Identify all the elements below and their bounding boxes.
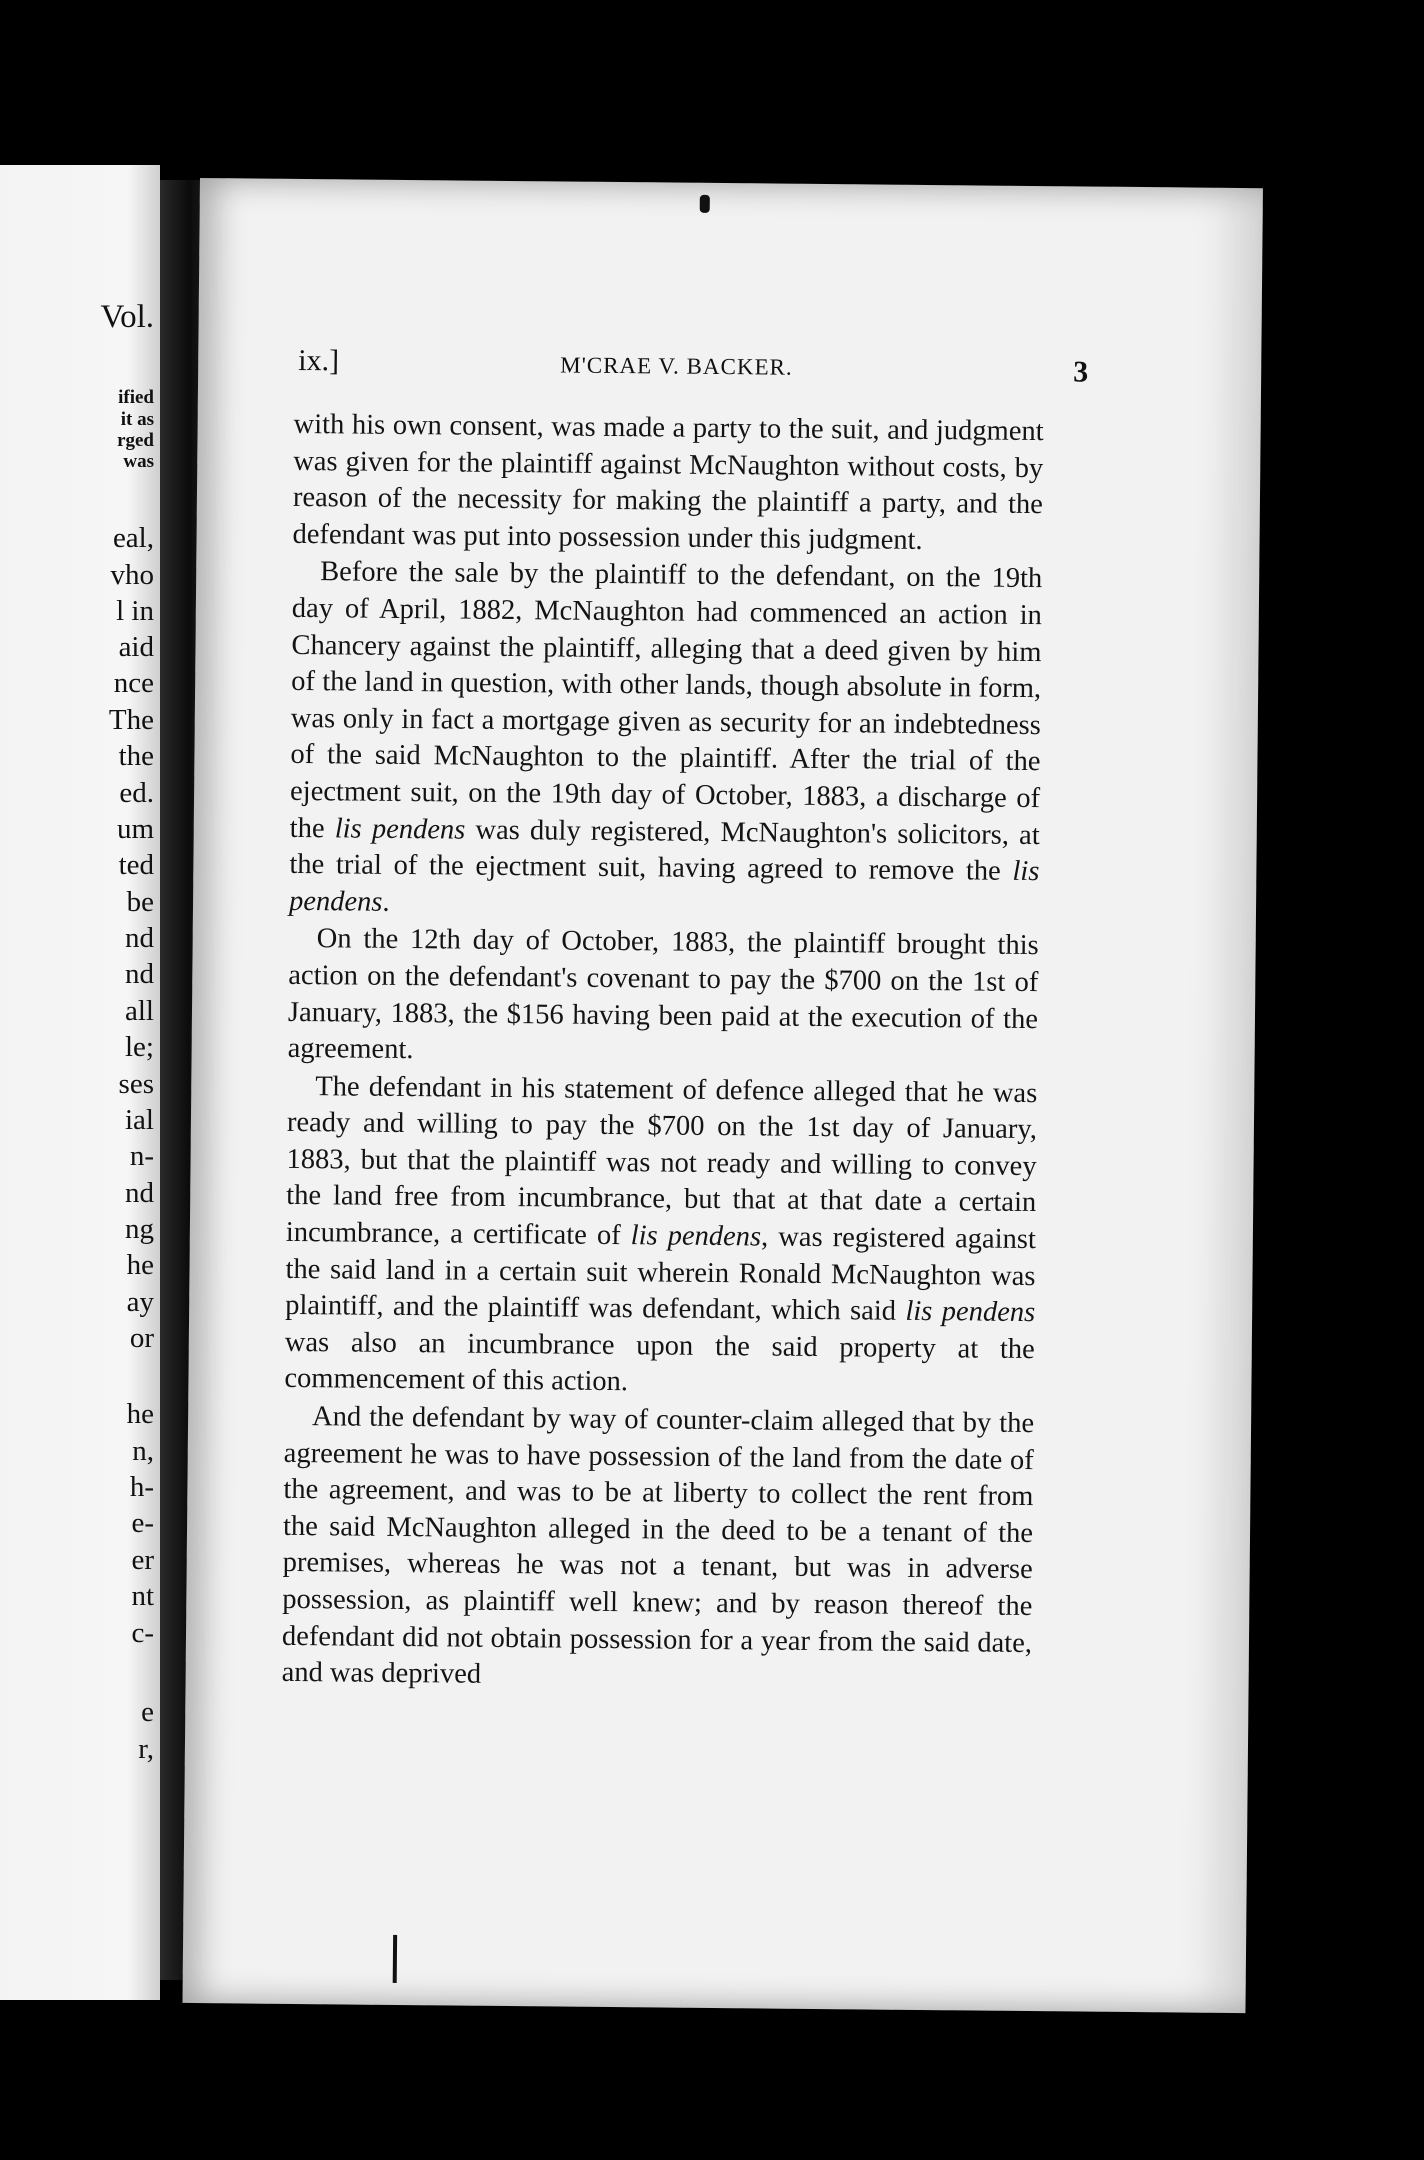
section-marker: ix.]	[298, 343, 340, 378]
left-page-fragment: be	[126, 885, 154, 918]
running-title: M'CRAE V. BACKER.	[560, 352, 793, 380]
paragraph-1: with his own consent, was made a party to the suit, and judgment was given for the plaintiff against McNaughton without costs, by reason of the necessity for making the plaintiff a party, and the defendant was put into possession under this judgment.	[292, 408, 1044, 556]
left-page-fragment: he	[126, 1248, 154, 1281]
left-page-fragment: ed.	[119, 776, 154, 809]
paragraph-2: Before the sale by the plaintiff to the defendant, on the 19th day of April, 1882, McNaughton had commenced an action in Chancery against the plaintiff, alleging that a deed given by him of the land in question, with other lands, though absolute in form, was only in fact a mortgage given as security for an indebtedness of the said McNaughton to the plaintiff. After the trial of the ejectment suit, on the 19th day of October, 1883, a discharge of the lis pendens was duly registered, McNaughton's solicitors, at the trial of the ejectment suit, having agreed to remove the lis pendens.	[288, 556, 1043, 918]
left-page-fragment: r,	[138, 1732, 154, 1765]
left-page-fragment: it as	[120, 408, 154, 430]
italic-term: lis pendens	[905, 1296, 1036, 1329]
left-page-fragment: h-	[129, 1470, 154, 1503]
left-page-fragment: aid	[118, 630, 154, 663]
scan-speck-bottom	[393, 1935, 397, 1983]
left-page-fragment: nd	[125, 957, 154, 990]
left-page-fragment: ng	[125, 1212, 154, 1245]
left-page-fragment: all	[125, 994, 154, 1027]
left-page-fragment: nt	[131, 1579, 154, 1612]
left-page-fragment: The	[108, 703, 154, 736]
left-page-fragment: c-	[131, 1616, 154, 1649]
left-page-fragment: ay	[126, 1285, 154, 1318]
left-page-fragment: l in	[116, 594, 154, 627]
left-page-fragment: the	[118, 739, 154, 772]
left-page-fragment: ted	[118, 848, 154, 881]
italic-term: lis pendens	[334, 812, 466, 846]
italic-term: lis pendens	[630, 1220, 762, 1253]
italic-term: lis pendens	[288, 855, 1040, 918]
paragraph-4: The defendant in his statement of defence alleged that he was ready and willing to pay the $700 on the 1st day of January, 1883, but that the plaintiff was not ready and willing to convey the land free from incumbrance, but that at that date a certain incumbrance, a certificate of lis pendens, was registered against the said land in a certain suit wherein Ronald McNaughton was plaintiff, and the plaintiff was defendant, which said lis pendens was also an incumbrance upon the said property at the commencement of this action.	[284, 1070, 1038, 1398]
left-page-fragment: n,	[132, 1434, 154, 1467]
left-page-fragment: or	[129, 1321, 154, 1354]
left-page-fragment: Vol.	[100, 298, 154, 335]
page-number: 3	[1073, 355, 1089, 389]
body-text	[281, 407, 1043, 1699]
paragraph-3: On the 12th day of October, 1883, the plaintiff brought this action on the defendant's covenant to pay the $700 on the 1st of January, 1883, the $156 having been paid at the execution of the agreement.	[287, 923, 1039, 1066]
left-page-fragment: eal,	[112, 521, 154, 554]
left-page-fragment: e-	[131, 1506, 154, 1539]
scan-speck-top	[700, 195, 710, 213]
left-page-fragment: ified	[118, 386, 154, 408]
left-page-fragment: nce	[113, 666, 154, 699]
facing-page-left	[0, 165, 160, 2000]
left-page-fragment: nd	[125, 1176, 154, 1209]
left-page-fragment: he	[126, 1397, 154, 1430]
paragraph-5: And the defendant by way of counter-claim alleged that by the agreement he was to have possession of the land from the date of the agreement, and was to be at liberty to collect the rent from the said McNaughton alleged in the deed to be a tenant of the premises, whereas he was not a tenant, but was in adverse possession, as plaintiff well knew; and by reason thereof the defendant did not obtain possession for a year from the said date, and was deprived	[281, 1401, 1035, 1690]
left-page-fragment: um	[116, 812, 154, 845]
left-page-fragment: nd	[125, 921, 154, 954]
left-page-fragment: rged	[117, 429, 154, 451]
left-page-fragment: was	[123, 450, 154, 472]
running-header	[298, 344, 1088, 392]
left-page-fragment: vho	[110, 558, 154, 591]
left-page-fragment: le;	[125, 1030, 154, 1063]
left-page-fragment: ses	[118, 1067, 154, 1100]
left-page-fragment: ial	[125, 1103, 154, 1136]
left-page-fragment: e	[141, 1695, 154, 1728]
left-page-fragment: n-	[129, 1139, 154, 1172]
left-page-fragment: er	[131, 1543, 154, 1576]
book-page	[182, 178, 1262, 2013]
